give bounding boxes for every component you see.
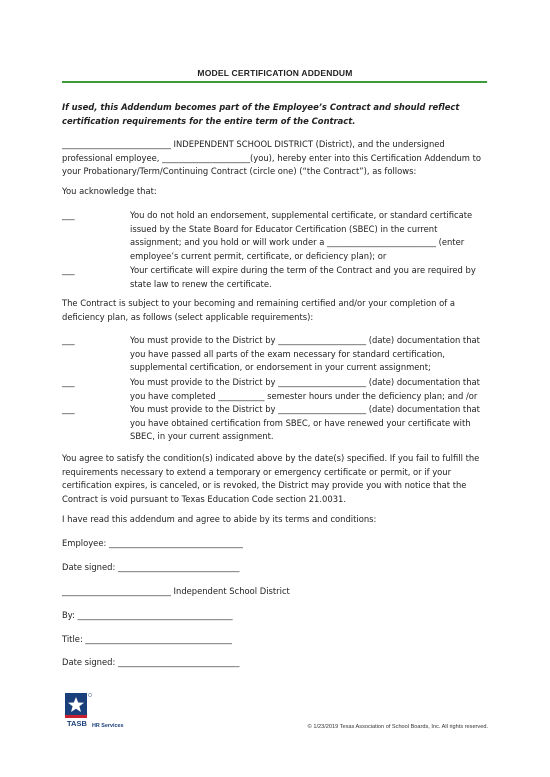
- copyright-notice: © 1/23/2019 Texas Association of School Boards, Inc. All rights reserved.: [307, 724, 488, 730]
- parties-paragraph: __________________________ INDEPENDENT SCHOOL DISTRICT (District), and the undersigned professional employee, _____________________(you), hereby enter into this Certification Addendum to your Probationary/Term/Continuing Contract (circle one) (“the Contract”), as follows:: [62, 139, 482, 176]
- requirement-text: You must provide to the District by _____________________ (date) documentation that you have passed all parts of the exam necessary for standard certification, supplemental certification, or endorsement in your current assignment;: [130, 335, 480, 372]
- read-statement: I have read this addendum and agree to abide by its terms and conditions:: [62, 514, 377, 524]
- district-by-line[interactable]: By: _____________________________________: [62, 610, 233, 620]
- checkbox-blank[interactable]: ___: [62, 377, 75, 387]
- checkbox-blank[interactable]: ___: [62, 335, 75, 345]
- employee-date-signed-line[interactable]: Date signed: _____________________________: [62, 562, 240, 572]
- acknowledgement-text: You do not hold an endorsement, supplemental certificate, or standard certificate issued by the State Board for Educator Certification (SBEC) in the current assignment; and you hold or will work under a __________________________ (enter employee’s current permit, certificate, or deficiency plan); or: [130, 210, 473, 261]
- requirement-text: You must provide to the District by _____________________ (date) documentation that you have obtained certification from SBEC, or have renewed your certificate with SBEC, in your current assignment.: [130, 404, 480, 441]
- acknowledgement-text: Your certificate will expire during the term of the Contract and you are required by state law to renew the certificate.: [130, 265, 476, 289]
- district-date-signed-line[interactable]: Date signed: _____________________________: [62, 657, 240, 667]
- checkbox-blank[interactable]: ___: [62, 210, 75, 220]
- title-divider: [62, 81, 487, 83]
- conditions-heading: The Contract is subject to your becoming and remaining certified and/or your completion of a deficiency plan, as follows (select applicable requirements):: [62, 298, 455, 322]
- checkbox-blank[interactable]: ___: [62, 265, 75, 275]
- document-title: MODEL CERTIFICATION ADDENDUM: [197, 68, 353, 78]
- intro-note: If used, this Addendum becomes part of the Employee’s Contract and should reflect certification requirements for the entire term of the Contract.: [62, 102, 460, 126]
- employee-signature-line[interactable]: Employee: ________________________________: [62, 538, 243, 548]
- district-name-line[interactable]: __________________________ Independent School District: [62, 586, 290, 596]
- agreement-paragraph: You agree to satisfy the condition(s) indicated above by the date(s) specified. If you fail to fulfill the requirements necessary to extend a temporary or emergency certificate or permit, or if your certification expires, is canceled, or is revoked, the District may provide you with notice that the Contract is void pursuant to Texas Education Code section 21.0031.: [62, 453, 480, 504]
- checkbox-blank[interactable]: ___: [62, 404, 75, 414]
- logo-wordmark: TASB: [67, 719, 87, 728]
- acknowledge-heading: You acknowledge that:: [62, 186, 157, 196]
- logo-label: HR Services: [92, 723, 124, 729]
- requirement-text: You must provide to the District by _____________________ (date) documentation that you have completed ___________ semester hours under the deficiency plan; and /or: [130, 377, 480, 401]
- district-title-line[interactable]: Title: ___________________________________: [62, 634, 232, 644]
